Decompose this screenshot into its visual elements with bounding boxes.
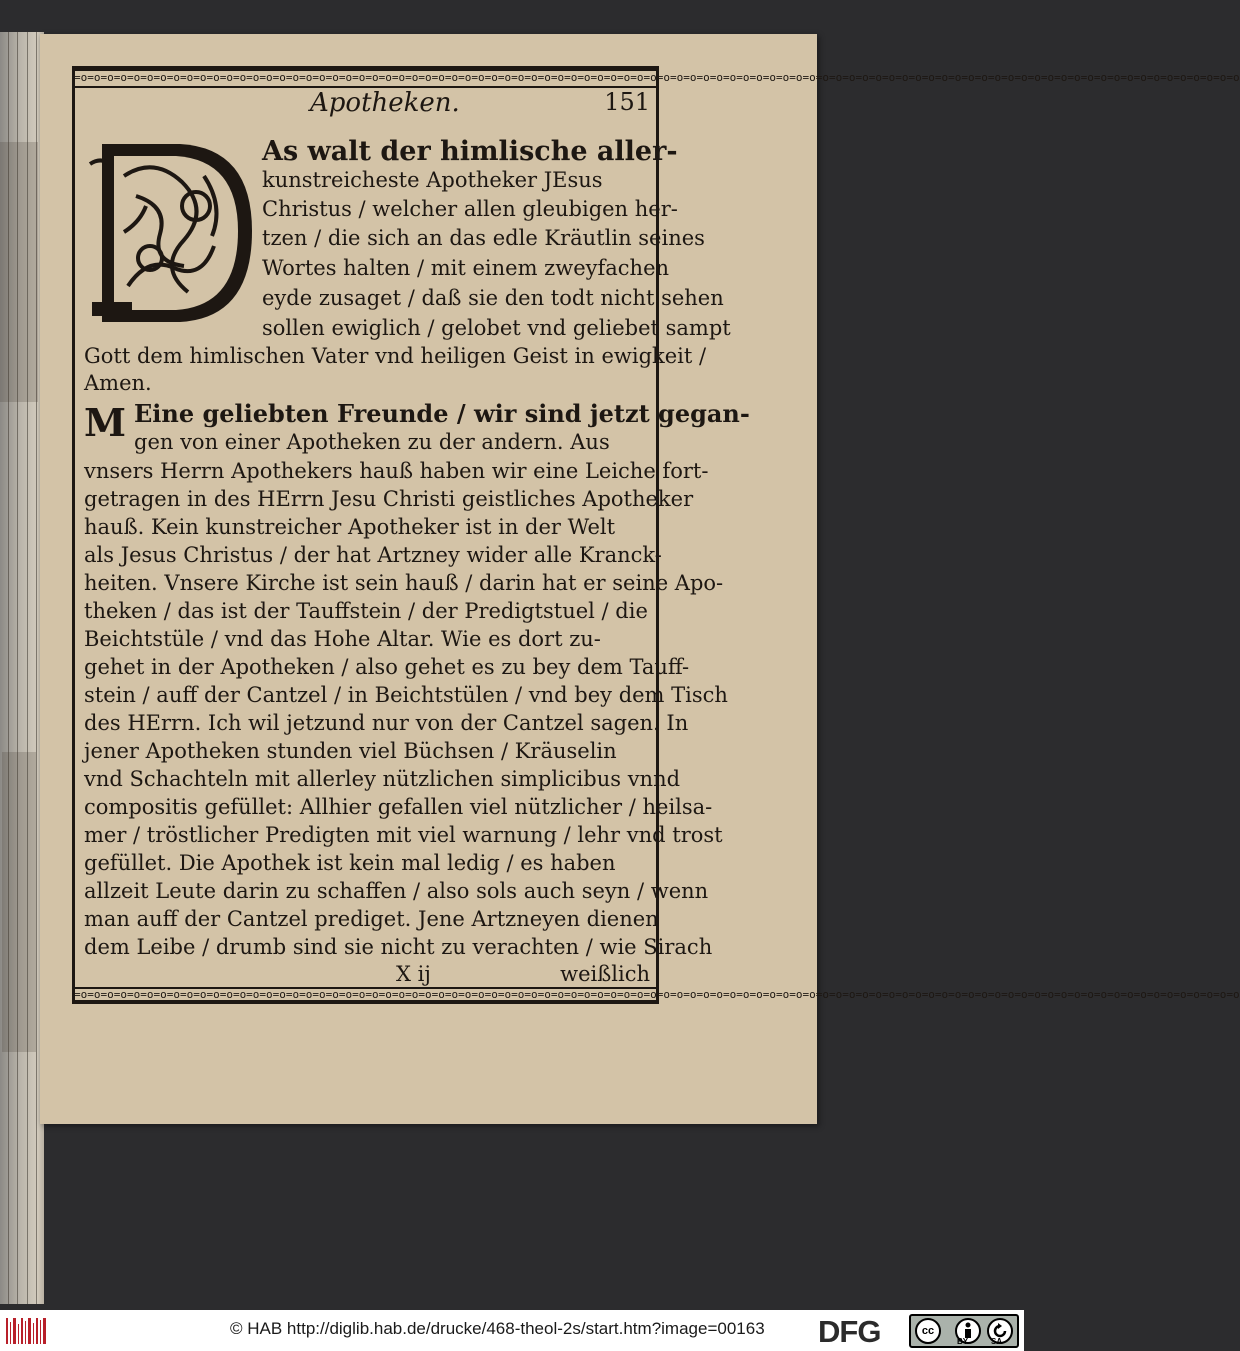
text-line: gefüllet. Die Apothek ist kein mal ledig / es haben <box>84 851 616 875</box>
dfg-logo: DFG <box>818 1314 881 1349</box>
text-line: vnd Schachteln mit allerley nützlichen simplicibus vnnd <box>84 767 681 791</box>
text-line: dem Leibe / drumb sind sie nicht zu verachten / wie Sirach <box>84 935 713 959</box>
text-line: des HErrn. Ich wil jetzund nur von der Cantzel sagen. In <box>84 711 689 735</box>
initial-side-line: eyde zusaget / daß sie den todt nicht sehen <box>262 286 724 310</box>
initial-side-line: Christus / welcher allen gleubigen her- <box>262 197 678 221</box>
initial-side-line: Wortes halten / mit einem zweyfachen <box>262 256 670 280</box>
catchword: weißlich <box>560 962 650 986</box>
text-line: Beichtstüle / vnd das Hohe Altar. Wie es dort zu- <box>84 627 601 651</box>
page-footer <box>84 960 650 988</box>
attribution-bar <box>0 1310 1024 1351</box>
initial-side-line: sollen ewiglich / gelobet vnd geliebet sampt <box>262 316 731 340</box>
text-line: Amen. <box>84 371 152 395</box>
initial-side-line: kunstreicheste Apotheker JEsus <box>262 168 603 192</box>
text-line: compositis gefüllet: Allhier gefallen viel nützlicher / heilsa- <box>84 795 713 819</box>
cc-icon: cc <box>915 1318 941 1344</box>
text-line: Gott dem himlischen Vater vnd heiligen Geist in ewigkeit / <box>84 344 707 368</box>
section-indent-line: gen von einer Apotheken zu der andern. Aus <box>134 430 610 454</box>
decorated-initial <box>84 136 258 326</box>
cc-sa-label: SA <box>991 1337 1003 1346</box>
text-line: gehet in der Apotheken / also gehet es zu bey dem Tauff- <box>84 655 690 679</box>
bottom-ornament-band: =o=o=o=o=o=o=o=o=o=o=o=o=o=o=o=o=o=o=o=o=o=o=o=o=o=o=o=o=o=o=o=o=o=o=o=o=o=o=o=o=o=o=o=o=o=o=o=o=o=o=o=o=o=o=o=o=o=o=o=o=o=o=o=o=o=o=o=o=o=o=o=o=o=o=o=o=o=o=o=o=o=o=o=o=o=o=o=o <box>74 988 1240 1001</box>
text-line: mer / tröstlicher Predigten mit viel warnung / lehr vnd trost <box>84 823 723 847</box>
initial-side-line: tzen / die sich an das edle Kräutlin seines <box>262 226 705 250</box>
decorated-initial-d-icon <box>84 136 258 326</box>
text-line: vnsers Herrn Apothekers hauß haben wir eine Leiche fort- <box>84 459 709 483</box>
cc-by-sa-icon[interactable] <box>909 1314 1019 1348</box>
text-line: man auff der Cantzel prediget. Jene Artzneyen dienen <box>84 907 659 931</box>
section-initial: M <box>84 400 127 445</box>
text-line: theken / das ist der Tauffstein / der Predigtstuel / die <box>84 599 648 623</box>
running-head: Apotheken. <box>310 88 460 118</box>
text-line: als Jesus Christus / der hat Artzney wider alle Kranck- <box>84 543 662 567</box>
text-line: getragen in des HErrn Jesu Christi geistliches Apotheker <box>84 487 694 511</box>
text-line: jener Apotheken stunden viel Büchsen / Kräuselin <box>84 739 617 763</box>
section-first-line: Eine geliebten Freunde / wir sind jetzt gegan- <box>134 399 750 428</box>
page-header <box>80 88 652 128</box>
first-text-line: As walt der himlische aller- <box>262 136 678 167</box>
bottom-border-rule <box>72 1002 659 1004</box>
copyright-link[interactable]: © HAB http://diglib.hab.de/drucke/468-theol-2s/start.htm?image=00163 <box>230 1319 765 1338</box>
text-line: hauß. Kein kunstreicher Apotheker ist in der Welt <box>84 515 616 539</box>
cc-by-label: BY <box>957 1337 969 1346</box>
top-ornament-band: =o=o=o=o=o=o=o=o=o=o=o=o=o=o=o=o=o=o=o=o=o=o=o=o=o=o=o=o=o=o=o=o=o=o=o=o=o=o=o=o=o=o=o=o=o=o=o=o=o=o=o=o=o=o=o=o=o=o=o=o=o=o=o=o=o=o=o=o=o=o=o=o=o=o=o=o=o=o=o=o=o=o=o=o=o=o=o=o <box>74 71 1240 84</box>
page-number: 151 <box>604 88 650 116</box>
text-line: stein / auff der Cantzel / in Beichtstülen / vnd bey dem Tisch <box>84 683 728 707</box>
text-line: allzeit Leute darin zu schaffen / also sols auch seyn / wenn <box>84 879 709 903</box>
barcode-icon <box>6 1318 48 1344</box>
previous-page-edge <box>0 32 44 1304</box>
signature-mark: X ij <box>396 962 431 986</box>
text-line: heiten. Vnsere Kirche ist sein hauß / darin hat er seine Apo- <box>84 571 724 595</box>
